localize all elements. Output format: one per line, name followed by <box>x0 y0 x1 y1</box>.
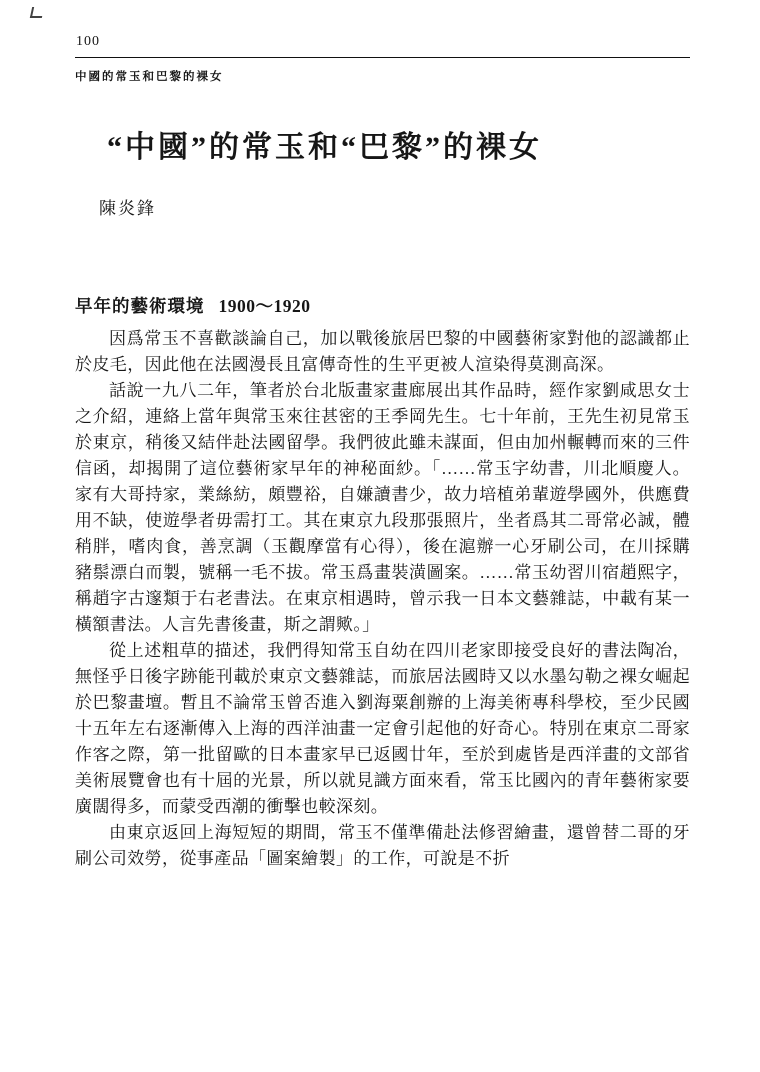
scan-artifact-mark <box>30 7 44 18</box>
section-heading <box>75 293 690 318</box>
page-number: 100 <box>76 34 100 49</box>
body-paragraph: 話說一九八二年，筆者於台北版畫家畫廊展出其作品時，經作家劉咸思女士之介紹，連絡上當年與常玉來往甚密的王季岡先生。七十年前，王先生初見常玉於東京，稍後又結伴赴法國留學。我們彼此雖未謀面，但由加州輾轉而來的三件信函，却揭開了這位藝術家早年的神秘面紗。「……常玉字幼書，川北順慶人。家有大哥持家，業絲紡，頗豐裕，自嫌讀書少，故力培植弟輩遊學國外，供應費用不缺，使遊學者毋需打工。其在東京九段那張照片，坐者爲其二哥常必誠，體稍胖，嗜肉食，善烹調（玉觀摩當有心得），後在滬辦一心牙刷公司，在川採購豬鬃漂白而製，號稱一毛不拔。常玉爲畫裝潢圖案。……常玉幼習川宿趙熙字，稱趙字古邃類于右老書法。在東京相遇時，曾示我一日本文藝雜誌，中載有某一橫額書法。人言先書後畫，斯之謂歟。」 <box>75 381 690 634</box>
section-heading-period: 1900～1920 <box>218 296 311 316</box>
body-paragraph: 因爲常玉不喜歡談論自己，加以戰後旅居巴黎的中國藝術家對他的認識都止於皮毛，因此他在法國漫長且富傳奇性的生平更被人渲染得莫測高深。 <box>75 329 690 374</box>
article-title: “中國”的常玉和“巴黎”的裸女 <box>107 131 542 164</box>
header-rule <box>75 57 690 58</box>
running-header: 中國的常玉和巴黎的裸女 <box>75 71 224 83</box>
body-paragraph: 由東京返回上海短短的期間，常玉不僅準備赴法修習繪畫，還曾替二哥的牙刷公司效勞，從事產品「圖案繪製」的工作，可說是不折 <box>75 823 690 868</box>
section-heading-text: 早年的藝術環境 <box>75 296 205 316</box>
body-paragraph: 從上述粗草的描述，我們得知常玉自幼在四川老家即接受良好的書法陶冶，無怪乎日後字跡能刊載於東京文藝雜誌，而旅居法國時又以水墨勾勒之裸女崛起於巴黎畫壇。暫且不論常玉曾否進入劉海粟創辦的上海美術專科學校，至少民國十五年左右逐漸傳入上海的西洋油畫一定會引起他的好奇心。特別在東京二哥家作客之際，第一批留歐的日本畫家早已返國廿年，至於到處皆是西洋畫的文部省美術展覽會也有十屆的光景，所以就見識方面來看，常玉比國內的青年藝術家要廣闊得多，而蒙受西潮的衝擊也較深刻。 <box>75 641 690 816</box>
article-author: 陳炎鋒 <box>99 199 156 218</box>
article-body <box>75 326 690 872</box>
